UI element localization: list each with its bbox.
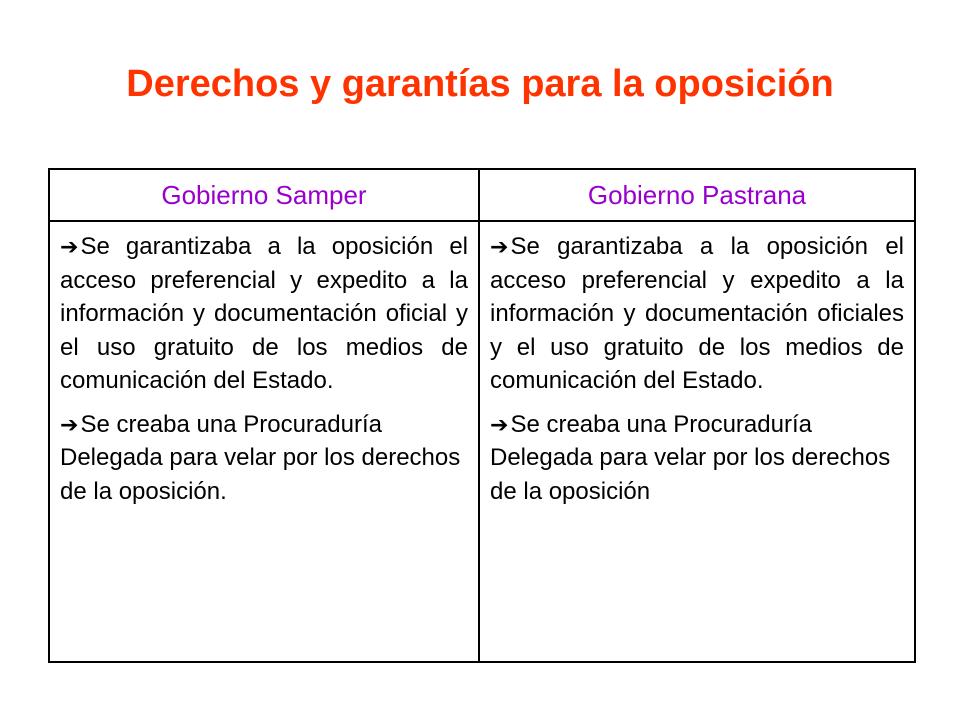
cell-gobierno-pastrana xyxy=(479,221,915,662)
table-header-row xyxy=(49,169,915,221)
cell-gobierno-samper xyxy=(49,221,479,662)
header-gobierno-pastrana: Gobierno Pastrana xyxy=(479,169,915,221)
slide-title: Derechos y garantías para la oposición xyxy=(126,63,834,105)
arrow-right-icon: ➔ xyxy=(490,412,509,438)
bullet-item xyxy=(490,408,904,509)
bullet-item xyxy=(490,230,904,398)
comparison-table xyxy=(48,168,916,663)
arrow-right-icon: ➔ xyxy=(60,235,79,260)
bullet-item xyxy=(60,230,468,398)
header-gobierno-samper: Gobierno Samper xyxy=(49,169,479,221)
bullet-item xyxy=(60,408,468,509)
bullet-text: Se garantizaba a la oposición el acceso preferencial y expedito a la información y documentación oficiales y el uso gratuito de los medios de comunicación del Estado. xyxy=(490,233,904,394)
bullet-text: Se creaba una Procuraduría Delegada para velar por los derechos de la oposición. xyxy=(60,410,461,505)
arrow-right-icon: ➔ xyxy=(490,235,509,260)
bullet-text: Se garantizaba a la oposición el acceso preferencial y expedito a la información y documentación oficial y el uso gratuito de los medios de comunicación del Estado. xyxy=(60,233,468,394)
arrow-right-icon: ➔ xyxy=(60,412,79,438)
table-body-row xyxy=(49,221,915,662)
bullet-text: Se creaba una Procuraduría Delegada para velar por los derechos de la oposición xyxy=(490,410,891,505)
